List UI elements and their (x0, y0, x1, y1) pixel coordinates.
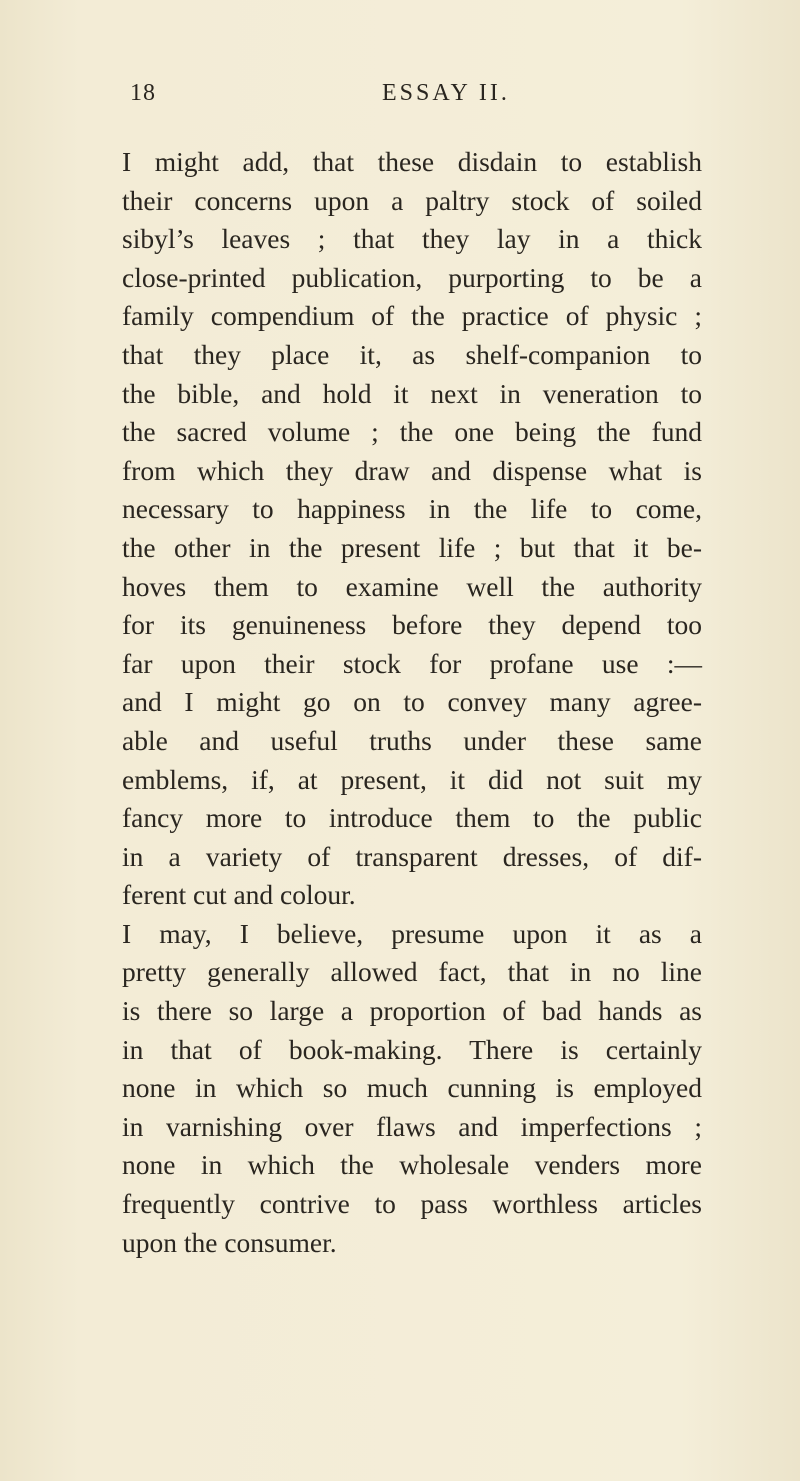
text-line: the sacred volume ; the one being the fund (122, 416, 702, 448)
text-line: hoves them to examine well the authority (122, 570, 702, 602)
text-line: their concerns upon a paltry stock of soiled (122, 184, 702, 216)
text-line: in a variety of transparent dresses, of dif- (122, 840, 702, 872)
page-number: 18 (130, 80, 156, 106)
body-text (122, 143, 702, 1262)
text-line: able and useful truths under these same (122, 724, 702, 756)
page-header (122, 80, 702, 116)
text-line: close-printed publication, purporting to be a (122, 261, 702, 293)
text-line: sibyl’s leaves ; that they lay in a thick (122, 223, 702, 255)
running-head: ESSAY II. (382, 80, 510, 106)
text-line: in that of book-making. There is certainly (122, 1033, 702, 1065)
text-line: I might add, that these disdain to establish (122, 146, 702, 177)
text-line: family compendium of the practice of physic ; (122, 300, 702, 332)
text-line: necessary to happiness in the life to come, (122, 493, 702, 525)
text-line: I may, I believe, presume upon it as a (122, 917, 702, 949)
text-line: fancy more to introduce them to the public (122, 802, 702, 834)
text-line: in varnishing over flaws and imperfections ; (122, 1110, 702, 1142)
text-line: the bible, and hold it next in veneration to (122, 377, 702, 409)
text-line: frequently contrive to pass worthless articles (122, 1188, 702, 1220)
text-line: is there so large a proportion of bad hands as (122, 995, 702, 1027)
text-line: pretty generally allowed fact, that in no line (122, 956, 702, 988)
text-line: from which they draw and dispense what is (122, 454, 702, 486)
text-line: upon the consumer. (122, 1226, 337, 1258)
text-line: ferent cut and colour. (122, 879, 356, 911)
text-line: that they place it, as shelf-companion to (122, 338, 702, 370)
text-line: far upon their stock for profane use :— (122, 647, 702, 679)
text-line: the other in the present life ; but that it be- (122, 531, 702, 563)
text-line: emblems, if, at present, it did not suit my (122, 763, 702, 795)
text-line: none in which so much cunning is employed (122, 1072, 702, 1104)
text-line: and I might go on to convey many agree- (122, 686, 702, 718)
text-line: for its genuineness before they depend too (122, 609, 702, 641)
text-line: none in which the wholesale venders more (122, 1149, 702, 1181)
